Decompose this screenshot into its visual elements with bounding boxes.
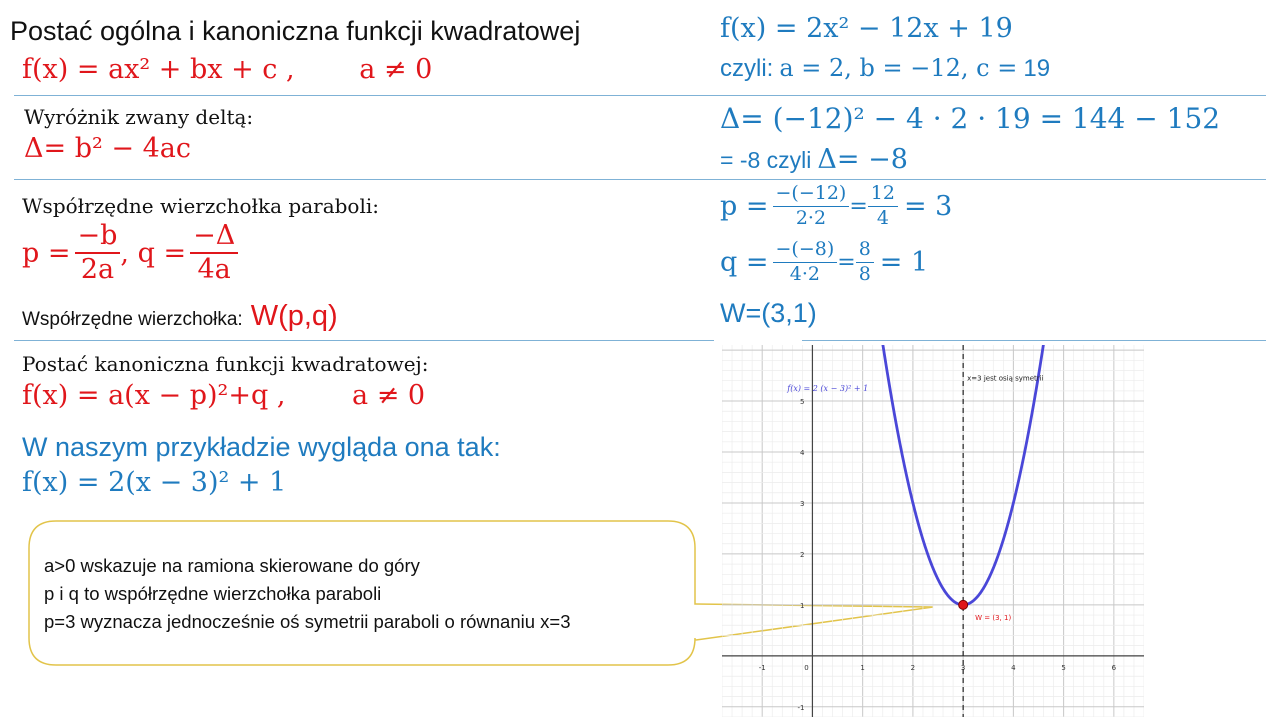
q-calc-name: q = [720,246,769,278]
y-tick-label: 5 [799,398,805,407]
x-tick-label: 3 [960,663,966,672]
q-calculation [720,240,928,285]
general-form [22,54,432,85]
x-tick-label: 6 [1111,663,1117,672]
vertex-symbol: W(p,q) [250,300,338,332]
p-calc-result: = 3 [903,190,953,222]
p-calc-numerator-2: 12 [868,184,898,207]
p-calculation [720,184,952,229]
x-tick-label: 4 [1011,663,1016,672]
vertex-coords-label: Współrzędne wierzchołka paraboli: [22,194,380,218]
divider [14,179,1266,180]
vertex-point [959,600,968,609]
parabola-graph [722,345,1144,717]
q-fraction [190,222,238,285]
canonical-label: Postać kanoniczna funkcji kwadratowej: [22,352,429,376]
vertex-result: W=(3,1) [720,298,817,328]
q-denominator: 4a [197,254,231,286]
delta-result-line [720,144,908,175]
y-tick-label: 1 [799,601,805,610]
p-calc-numerator: −(−12) [773,184,850,207]
y-tick-label: 4 [799,449,805,458]
callout-line-3: p=3 wyznacza jednocześnie oś symetrii paraboli o równaniu x=3 [44,611,571,632]
coefficients-line [720,54,1050,83]
c-value: 19 [1023,55,1051,82]
canonical-form [22,380,425,411]
q-calc-fraction-2 [856,240,874,285]
divider [14,340,714,341]
p-calc-denominator: 2·2 [795,206,827,229]
q-calc-eq: = [837,249,856,275]
y-tick-label: -1 [797,703,805,712]
p-denominator: 2a [80,254,115,286]
general-form-condition: a ≠ 0 [359,54,433,85]
general-form-formula: f(x) = ax² + bx + c , [22,54,295,85]
p-calc-name: p = [720,190,769,222]
vertex-label: Współrzędne wierzchołka: [22,309,243,330]
p-fraction [75,222,121,285]
y-tick-label: 3 [799,499,805,508]
delta-calculation: Δ= (−12)² − 4 · 2 · 19 = 144 − 152 [720,102,1221,135]
delta-label: Wyróżnik zwany deltą: [24,105,254,129]
x-tick-label: 1 [860,663,865,672]
q-calc-numerator-2: 8 [856,240,874,263]
vertex-line [22,300,338,333]
x-tick-label: 5 [1061,663,1066,672]
canonical-formula: f(x) = a(x − p)²+q , [22,380,286,411]
callout-line-2: p i q to współrzędne wierzchołka paraboli [44,583,382,604]
q-calc-numerator: −(−8) [773,240,838,263]
q-calc-fraction [773,240,838,285]
vertex-formulas [22,222,238,285]
q-calc-denominator-2: 8 [858,262,871,285]
symmetry-label: x=3 jest osią symetrii [967,374,1044,383]
divider [14,95,1266,96]
page-title: Postać ogólna i kanoniczna funkcji kwadratowej [10,16,581,46]
x-tick-label: 0 [804,663,809,672]
example-intro: W naszym przykładzie wygląda ona tak: [22,432,501,462]
q-calc-denominator: 4·2 [789,262,820,285]
x-tick-label: -1 [758,663,766,672]
p-calc-fraction-2 [868,184,898,229]
delta-result-prefix: = -8 czyli [720,147,812,173]
q-numerator: −Δ [190,222,238,254]
q-calc-result: = 1 [879,246,929,278]
q-name: , q = [120,237,187,269]
delta-formula: Δ= b² − 4ac [24,133,191,164]
callout-line-1: a>0 wskazuje na ramiona skierowane do góry [44,555,420,576]
coefficients-prefix: czyli: [720,55,774,82]
p-calc-eq: = [849,193,868,219]
canonical-condition: a ≠ 0 [352,380,426,411]
callout-text [44,552,571,636]
function-label: f(x) = 2 (x − 3)² + 1 [787,383,869,393]
y-tick-label: 2 [799,550,805,559]
p-calc-fraction [773,184,850,229]
coefficients-values: a = 2, b = −12, c = [779,54,1018,82]
divider [802,340,1266,341]
p-name: p = [22,237,71,269]
x-tick-label: 2 [910,663,916,672]
function-definition: f(x) = 2x² − 12x + 19 [720,13,1013,44]
example-formula: f(x) = 2(x − 3)² + 1 [22,467,287,498]
delta-result: Δ= −8 [817,144,908,175]
vertex-point-label: W = (3, 1) [975,613,1012,622]
p-numerator: −b [75,222,121,254]
p-calc-denominator-2: 4 [876,206,889,229]
